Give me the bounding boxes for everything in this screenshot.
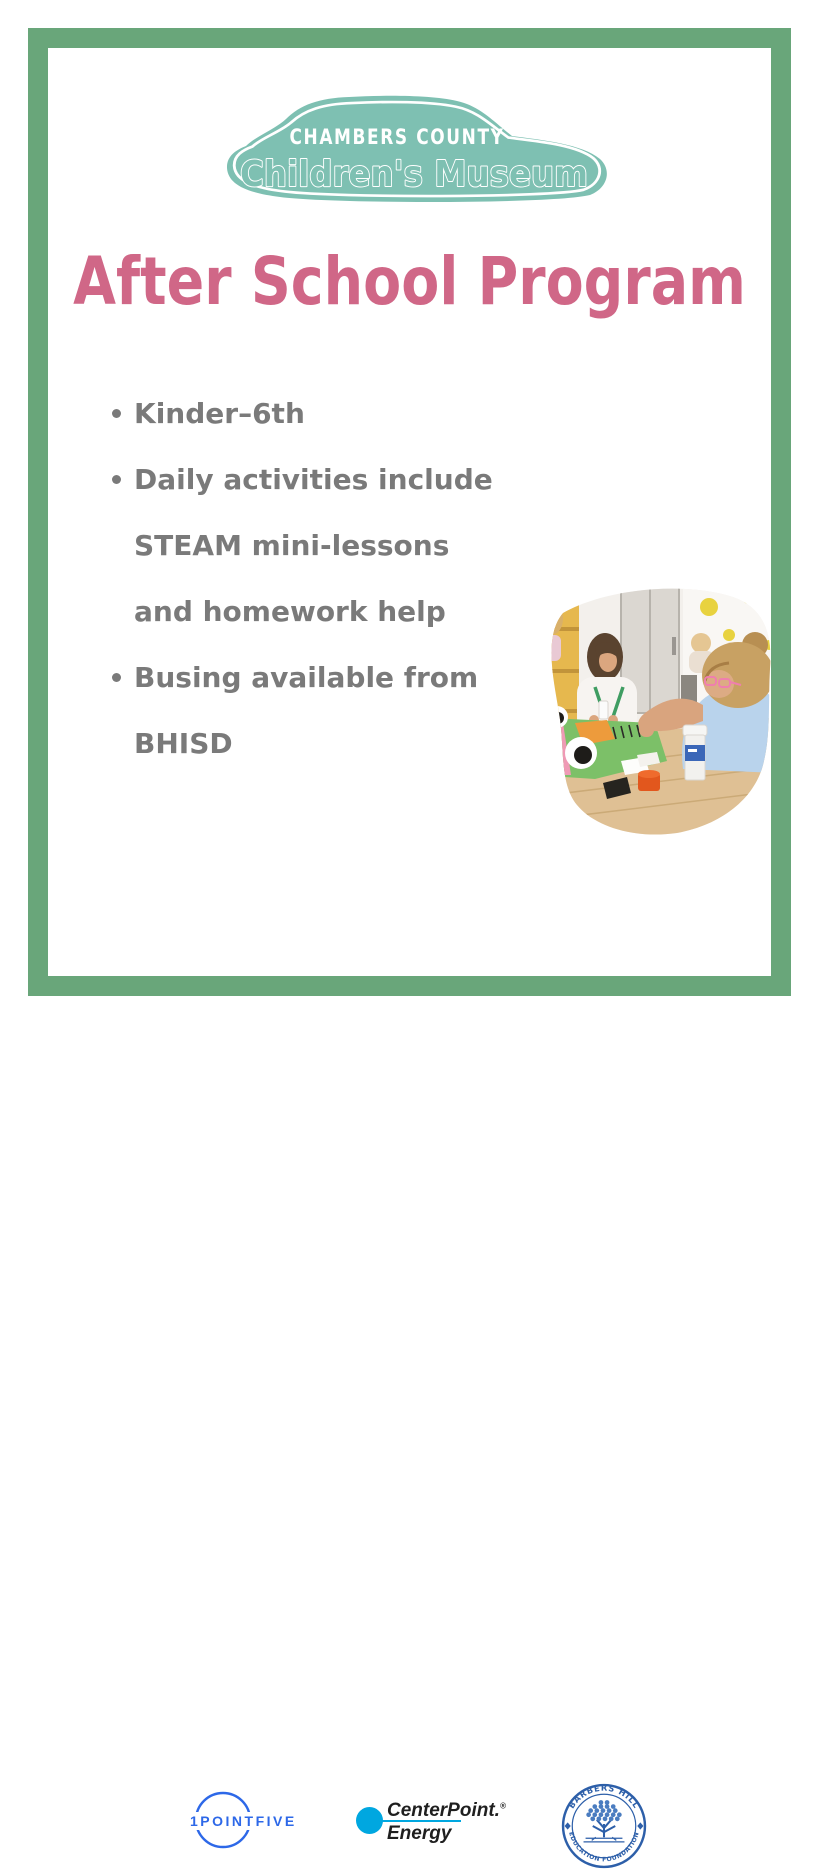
bullet-text: Daily activities include [134,462,493,496]
bullet-dot [112,475,121,484]
photo-children-crafting [533,577,777,841]
barbers-hill-seal [561,1783,647,1869]
bullet-item-line [112,710,542,776]
centerpoint-circle-icon [356,1807,383,1834]
seal-bottom-text: EDUCATION FOUNDATION [567,1831,641,1864]
centerpoint-logo [353,1792,506,1850]
bullet-item-line [112,446,542,512]
logo-line2: Children's Museum [240,154,588,195]
bullet-item-line [112,512,542,578]
registered-mark: ® [499,1801,506,1811]
logo-blob [224,92,612,208]
centerpoint-energy: Energy [387,1823,452,1844]
bullet-dot [112,673,121,682]
bullet-text: Kinder–6th [134,396,305,430]
sponsor-logos [0,890,819,1864]
page-title: After School Program [73,243,746,320]
bullet-text: STEAM mini-lessons [134,528,450,562]
centerpoint-name: CenterPoint.® [387,1800,506,1821]
onepointfive-label: 1POINTFIVE [187,1812,300,1830]
seal-top-text: BARBERS HILL [566,1783,642,1811]
logo-line1: CHAMBERS COUNTY [289,125,505,149]
bullet-text: BHISD [134,726,233,760]
bullet-item-line [112,644,542,710]
bullet-dot [112,409,121,418]
bullet-item-line [112,380,542,446]
bullet-text: and homework help [134,594,446,628]
bullet-list [112,380,542,776]
onepointfive-logo [183,1789,308,1853]
bullet-text: Busing available from [134,660,479,694]
bullet-item-line [112,578,542,644]
museum-logo [224,92,612,208]
